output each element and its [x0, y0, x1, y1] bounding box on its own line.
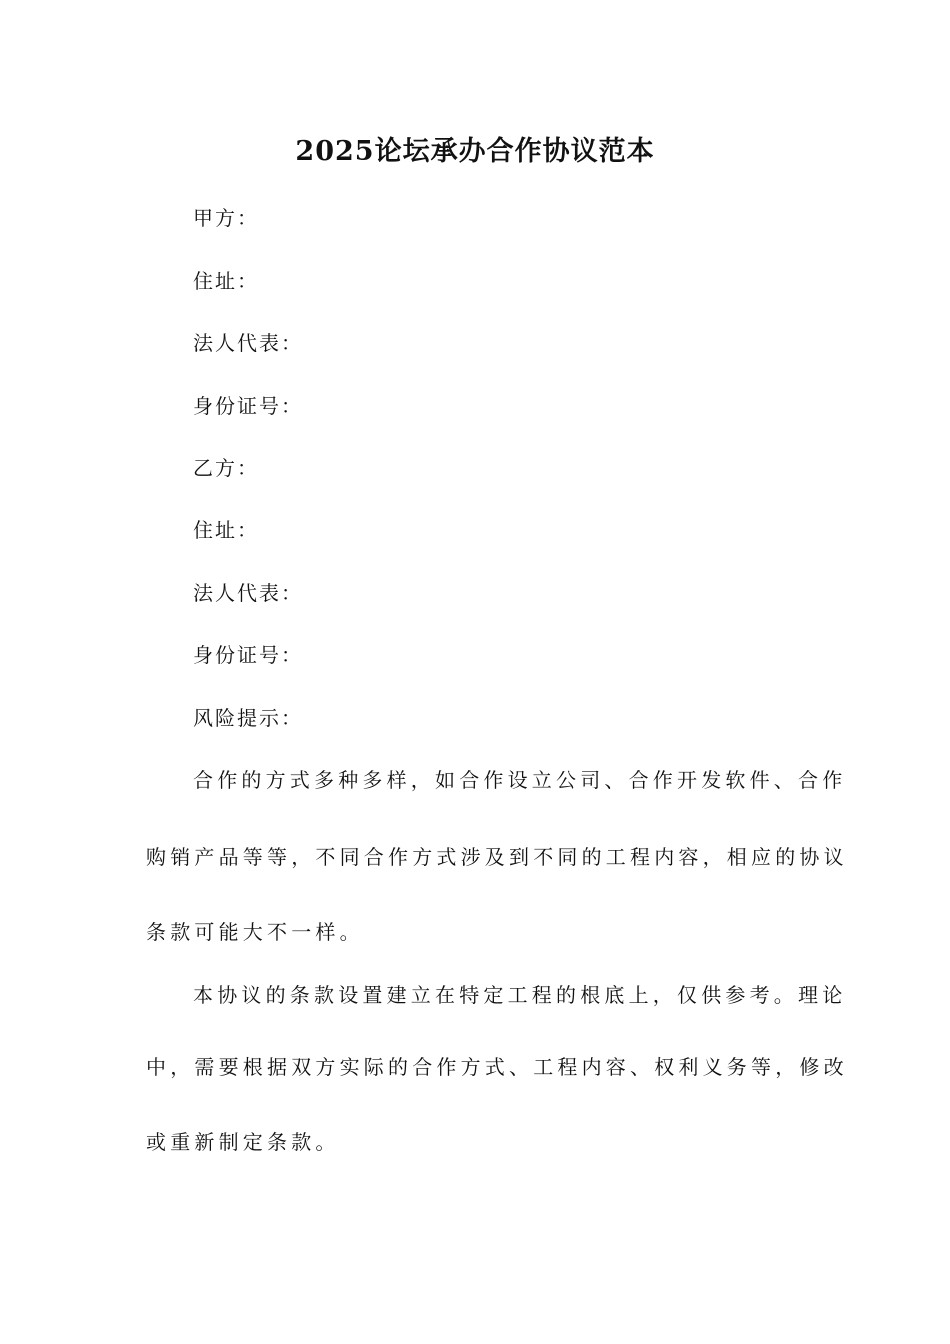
field-id-number-b: 身份证号：: [193, 643, 303, 667]
paragraph-reference-notice: [146, 980, 848, 1160]
paragraph-line: 中，需要根据双方实际的合作方式、工程内容、权利义务等，修改: [146, 1055, 848, 1079]
field-legal-rep-b: 法人代表：: [193, 581, 303, 605]
paragraph-line: 购销产品等等，不同合作方式涉及到不同的工程内容，相应的协议: [146, 845, 848, 869]
paragraph-cooperation-methods: [146, 765, 848, 945]
field-party-b: 乙方：: [193, 456, 259, 480]
paragraph-line: 本协议的条款设置建立在特定工程的根底上，仅供参考。理论: [193, 983, 847, 1007]
field-id-number-a: 身份证号：: [193, 394, 303, 418]
paragraph-line: 条款可能大不一样。: [146, 920, 364, 944]
paragraph-line: 合作的方式多种多样，如合作设立公司、合作开发软件、合作: [193, 768, 847, 792]
field-risk-notice: 风险提示：: [193, 706, 303, 730]
field-party-a: 甲方：: [193, 206, 259, 230]
field-legal-rep-a: 法人代表：: [193, 331, 303, 355]
field-address-a: 住址：: [193, 269, 259, 293]
document-title: 2025论坛承办合作协议范本: [295, 136, 655, 167]
paragraph-line: 或重新制定条款。: [146, 1130, 340, 1154]
field-address-b: 住址：: [193, 518, 259, 542]
